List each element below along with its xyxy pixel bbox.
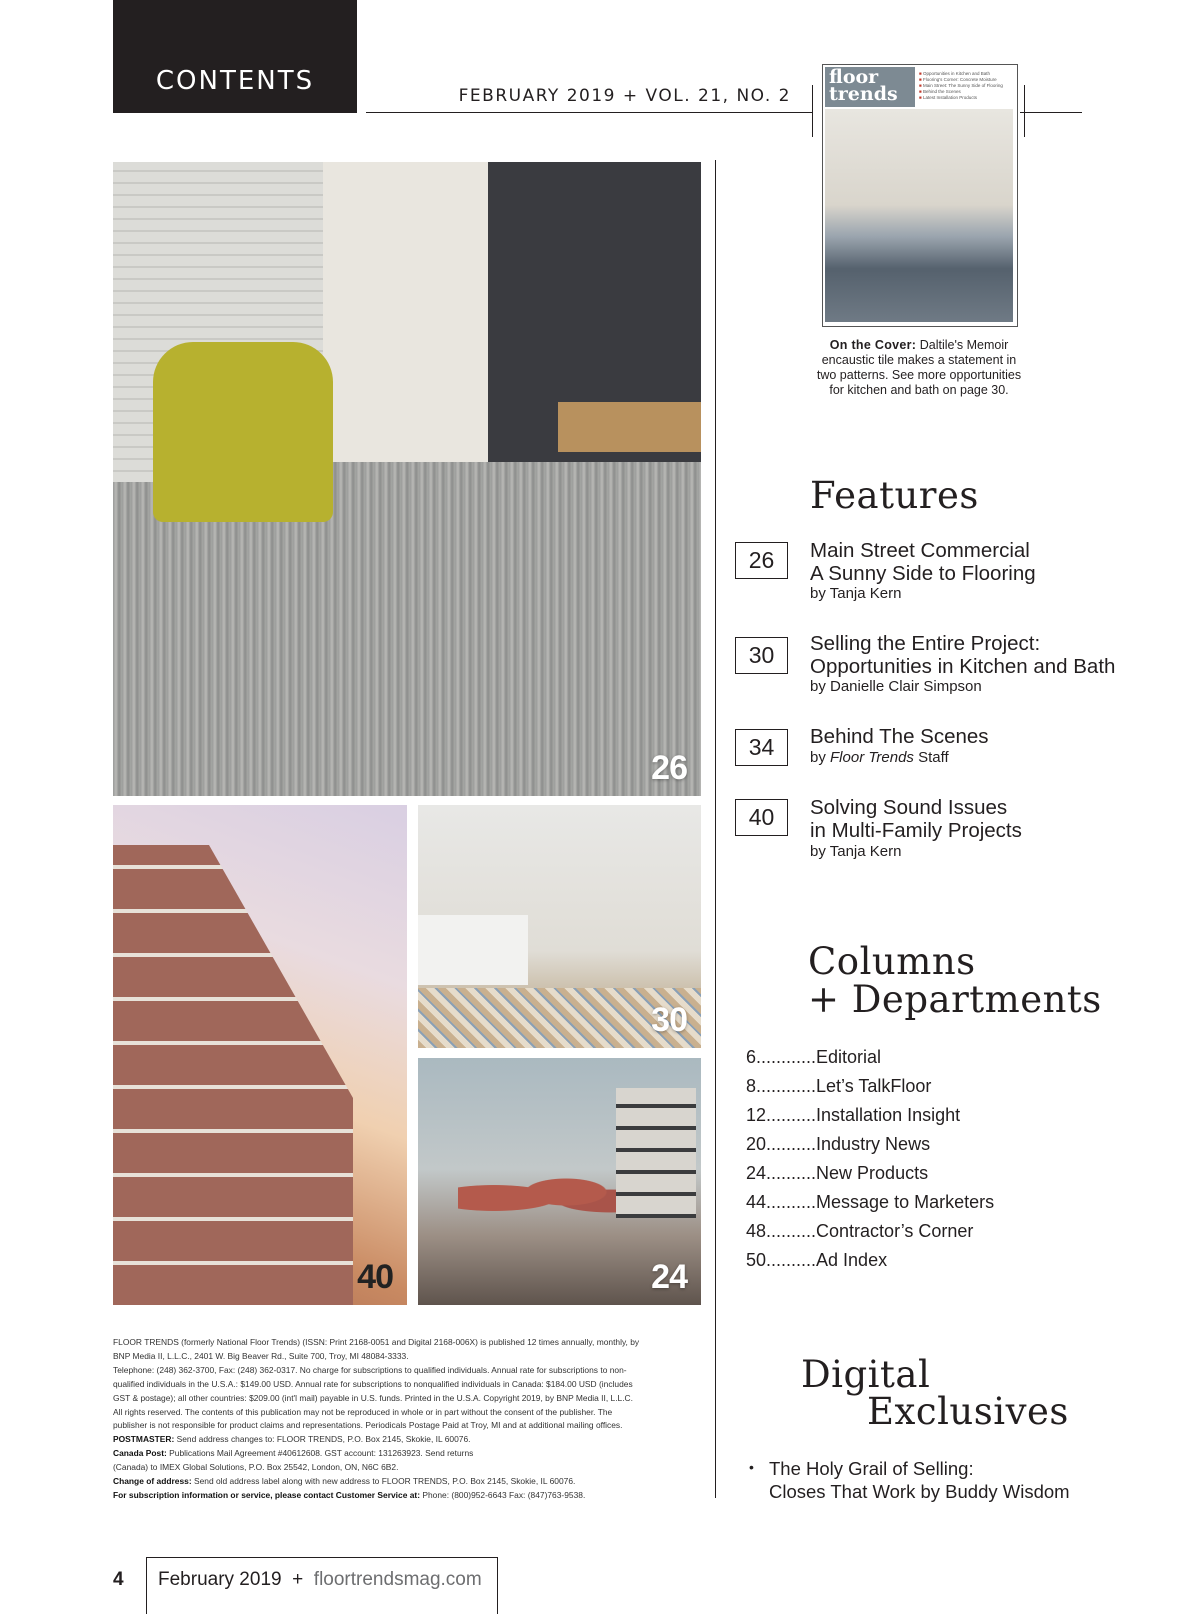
issue-date-volume: FEBRUARY 2019 + VOL. 21, NO. 2 [458, 86, 791, 106]
header-rule-right [1020, 112, 1082, 113]
cover-line: ■ Main Street: The Sunny Side of Flooring [919, 83, 1013, 89]
cover-right-tick [1024, 85, 1025, 137]
red-chairs [458, 1168, 638, 1228]
bookshelf [616, 1088, 696, 1218]
section-label: CONTENTS [155, 66, 315, 96]
bullet-icon: • [749, 1459, 754, 1475]
cover-line: ■ Behind the Scenes [919, 89, 1013, 95]
feature-byline: by Tanja Kern [810, 843, 902, 860]
department-item[interactable]: 12..........Installation Insight [746, 1105, 961, 1125]
feature-title[interactable]: Behind The Scenes [810, 725, 989, 748]
department-item[interactable]: 6............Editorial [746, 1047, 882, 1067]
building-facade [113, 845, 353, 1305]
cover-caption [812, 338, 1026, 398]
feature-byline: by Floor Trends Staff [810, 749, 949, 766]
cover-line: ■ Opportunities in Kitchen and Bath [919, 71, 1013, 77]
photo-apartment-building[interactable] [113, 805, 407, 1305]
column-divider [715, 160, 716, 1498]
cover-left-tick [812, 85, 813, 137]
photo-page-number: 26 [651, 749, 687, 787]
cover-line: ■ Latest Installation Products [919, 95, 1013, 101]
feature-byline: by Tanja Kern [810, 585, 902, 602]
photo-carpet-lounge[interactable] [113, 162, 701, 796]
armchair [153, 342, 333, 522]
cover-thumbnail[interactable] [822, 64, 1018, 327]
department-item[interactable]: 50..........Ad Index [746, 1250, 888, 1270]
cover-line: ■ Flooring's Corner: Concrete Moisture [919, 77, 1013, 83]
photo-page-number: 30 [651, 1001, 687, 1039]
feature-byline: by Danielle Clair Simpson [810, 678, 982, 695]
cover-kitchen-photo [825, 109, 1013, 322]
departments-heading: + Departments [808, 978, 1102, 1021]
feature-page-number[interactable]: 40 [735, 799, 788, 836]
contents-header-block [113, 0, 357, 113]
department-item[interactable]: 48..........Contractor’s Corner [746, 1221, 974, 1241]
footer-date: February 2019 [158, 1569, 282, 1590]
cover-masthead [825, 67, 915, 107]
page-number: 4 [113, 1569, 124, 1590]
footer-folio [158, 1569, 482, 1591]
department-item[interactable]: 20..........Industry News [746, 1134, 931, 1154]
coffee-table [558, 402, 701, 452]
feature-title[interactable]: Selling the Entire Project: Opportunities in Kitchen and Bath [810, 632, 1116, 678]
feature-title[interactable]: Solving Sound Issues in Multi-Family Projects [810, 796, 1022, 842]
department-item[interactable]: 24..........New Products [746, 1163, 929, 1183]
department-item[interactable]: 44..........Message to Marketers [746, 1192, 995, 1212]
feature-page-number[interactable]: 34 [735, 729, 788, 766]
feature-title[interactable]: Main Street Commercial A Sunny Side to Flooring [810, 539, 1036, 585]
photo-bathroom-tile[interactable] [418, 805, 701, 1048]
back-wall [323, 162, 493, 462]
features-heading: Features [810, 474, 979, 517]
header-rule [366, 112, 812, 113]
cover-caption-text: Daltile's Memoir encaustic tile makes a statement in two patterns. See more opportunities for kitchen and bath on page 30. [816, 338, 1022, 397]
publication-fineprint: FLOOR TRENDS (formerly National Floor Trends) (ISSN: Print 2168-0051 and Digital 2168-006X) is published 12 times annually, monthly, by BNP Media II, L.L.C., 2401 W. Big Beaver Rd., Suite 700, Troy, MI 48084-3333. Telephone: (248) 362-3700, Fax: (248) 362-0317. No charge for subscriptions to qualified individuals. Annual rate for subscriptions to non- qualified individuals in the U.S.A.: $149.00 USD. Annual rate for subscriptions to nonqualified individuals in Canada: $184.00 USD (includes GST & postage); all other countries: $209.00 (int'l mail) payable in U.S. funds. Printed in the U.S.A. Copyright 2019, by BNP Media II, L.L.C. All rights reserved. The contents of this publication may not be reproduced in whole or in part without the consent of the publisher. The publisher is not responsible for product claims and representations. Periodicals Postage Paid at Troy, MI and at additional mailing offices. POSTMASTER: Send address changes to: FLOOR TRENDS, P.O. Box 2145, Skokie, IL 60076. Canada Post: Publications Mail Agreement #40612608. GST account: 131263923. Send returns (Canada) to IMEX Global Solutions, P.O. Box 25542, London, ON, N6C 6B2. Change of address: Send old address label along with new address to FLOOR TRENDS, P.O. Box 2145, Skokie, IL 60076. For subscription information or service, please contact Customer Service at: Phone: (800)952-6643 Fax: (847)763-9538. [113, 1337, 640, 1500]
floor-trends-logo: floor trends [829, 66, 898, 105]
columns-heading: Columns [808, 940, 976, 983]
digital-exclusive-link[interactable]: The Holy Grail of Selling: [769, 1458, 974, 1479]
photo-red-chairs-room[interactable] [418, 1058, 701, 1305]
footer-separator: + [281, 1569, 314, 1590]
footer-website-link[interactable]: floortrendsmag.com [313, 1569, 482, 1590]
photo-page-number: 24 [651, 1258, 687, 1296]
photo-page-number: 40 [357, 1258, 393, 1296]
feature-page-number[interactable]: 26 [735, 542, 788, 579]
cover-lines [919, 71, 1013, 101]
vanity-cabinet [418, 915, 528, 985]
digital-heading: Digital [801, 1353, 931, 1396]
department-item[interactable]: 8............Let’s TalkFloor [746, 1076, 932, 1096]
digital-exclusive-link-cont[interactable]: Closes That Work by Buddy Wisdom [769, 1481, 1070, 1502]
feature-page-number[interactable]: 30 [735, 637, 788, 674]
cover-caption-label: On the Cover: [829, 338, 917, 352]
exclusives-heading: Exclusives [867, 1390, 1069, 1433]
